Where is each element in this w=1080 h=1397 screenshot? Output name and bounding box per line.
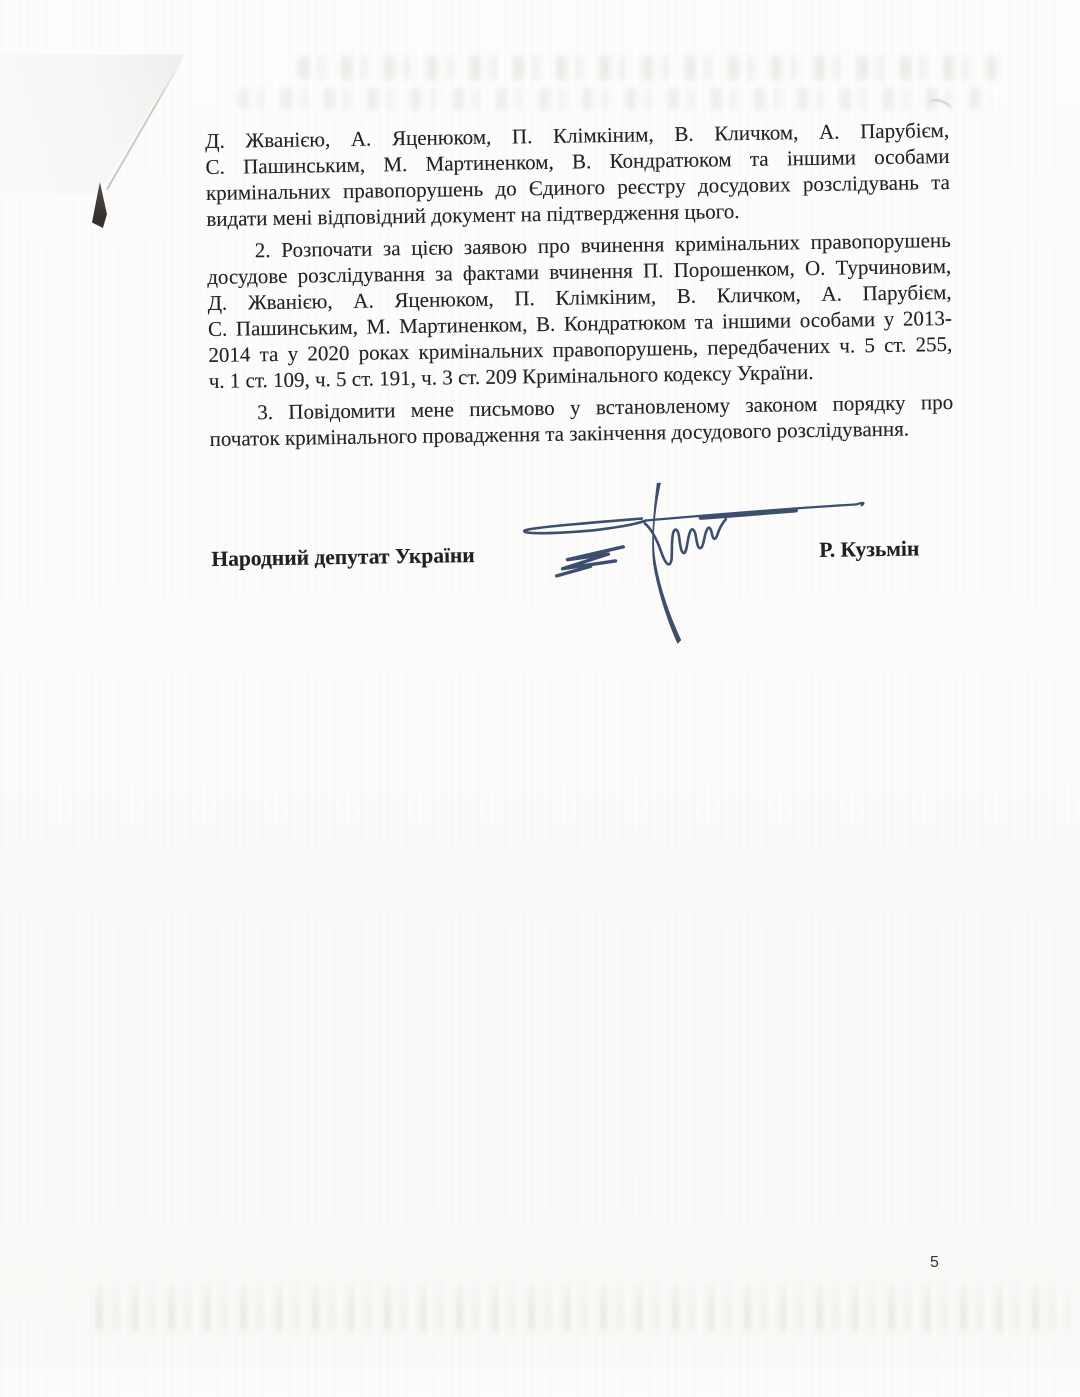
signer-name: Р. Кузьмін: [819, 536, 920, 562]
text-line: 3. Повідомити мене письмово у встановленому законом порядку про: [257, 389, 954, 425]
text-line: видати мені відповідний документ на підтвердження цього.: [206, 199, 740, 231]
text-line: початок кримінального провадження та закінчення досудового розслідування.: [209, 416, 910, 451]
text-line: Д. Жванією, А. Яценюком, П. Клімкіним, В. Кличком, А. Парубієм,: [207, 279, 952, 315]
text-line: 2014 та у 2020 роках кримінальних правопорушень, передбачених ч. 5 ст. 255,: [208, 331, 953, 367]
paragraph-item-2: [207, 227, 953, 394]
page-number: 5: [930, 1254, 939, 1271]
text-line: С. Пашинським, М. Мартиненком, В. Кондратюком та іншими особами: [205, 143, 950, 179]
bleed-through-smudge: [238, 88, 990, 110]
text-line: досудове розслідування за фактами вчинення П. Порошенком, О. Турчиновим,: [207, 253, 952, 289]
signer-position-title: Народний депутат України: [211, 543, 475, 571]
text-line: 2. Розпочати за цією заявою про вчинення кримінальних правопорушень: [254, 227, 951, 263]
text-line: С. Пашинським, М. Мартиненком, В. Кондратюком та іншими особами у 2013-: [207, 305, 953, 341]
text-line: кримінальних правопорушень до Єдиного реєстру досудових розслідувань та: [205, 169, 951, 205]
signature-block: [211, 535, 955, 572]
scan-noise-band: [95, 1283, 1070, 1337]
text-line: Д. Жванією, А. Яценюком, П. Клімкіним, В. Кличком, А. Парубієм,: [205, 117, 950, 153]
page-fold-shade: [0, 50, 190, 198]
bleed-through-smudge: [298, 56, 998, 80]
text-line: ч. 1 ст. 109, ч. 5 ст. 191, ч. 3 ст. 209 Кримінального кодексу України.: [208, 360, 814, 393]
paragraph-item-3: [209, 389, 954, 452]
paragraph-continuation: [205, 117, 950, 232]
document-body: [205, 117, 956, 572]
